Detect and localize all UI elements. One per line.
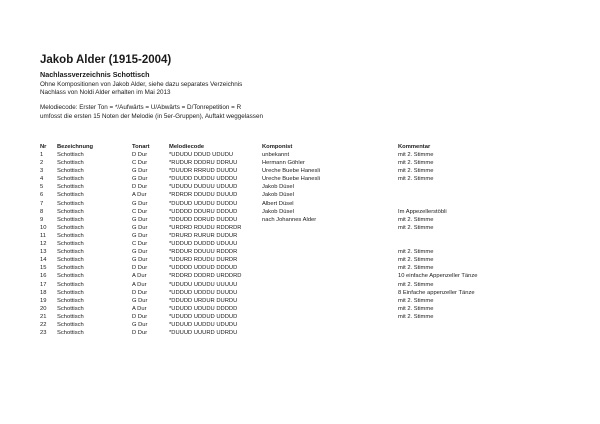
cell-tonart: A Dur — [132, 281, 147, 288]
table-row — [0, 273, 600, 281]
cell-melodiecode: *DUUDR RRRUD DUUDU — [169, 168, 238, 175]
table-row — [0, 322, 600, 330]
cell-bezeichnung: Schottisch — [57, 241, 84, 248]
table-row — [0, 257, 600, 265]
cell-nr: 5 — [40, 184, 44, 191]
cell-komponist: Jakob Düsel — [262, 192, 294, 199]
cell-bezeichnung: Schottisch — [57, 176, 84, 183]
cell-nr: 19 — [40, 297, 47, 304]
cell-nr: 10 — [40, 224, 47, 231]
table-row — [0, 306, 600, 314]
cell-melodiecode: *UDDDD UDDUD DDDUD — [169, 265, 238, 272]
cell-bezeichnung: Schottisch — [57, 265, 84, 272]
cell-nr: 11 — [40, 232, 47, 239]
cell-nr: 13 — [40, 249, 47, 256]
cell-nr: 3 — [40, 168, 44, 175]
cell-melodiecode: *UDUDU UDUDU UUUUU — [169, 281, 238, 288]
header-nr: Nr — [40, 144, 47, 150]
cell-kommentar: mit 2. Stimme — [398, 305, 434, 312]
cell-komponist: Jakob Düsel — [262, 184, 294, 191]
cell-tonart: A Dur — [132, 273, 147, 280]
cell-tonart: D Dur — [132, 313, 148, 320]
cell-melodiecode: *DUDUD UDUDU DUDDU — [169, 200, 238, 207]
cell-kommentar: mit 2. Stimme — [398, 216, 434, 223]
note-scope: umfosst die ersten 15 Noten der Melodie (in 5er-Gruppen), Auftakt weggelassen — [40, 113, 263, 120]
table-row — [0, 265, 600, 273]
cell-nr: 16 — [40, 273, 47, 280]
cell-komponist: Jakob Düsel — [262, 208, 294, 215]
cell-bezeichnung: Schottisch — [57, 224, 84, 231]
table-row — [0, 290, 600, 298]
cell-tonart: A Dur — [132, 305, 147, 312]
cell-nr: 6 — [40, 192, 44, 199]
table-row — [0, 217, 600, 225]
cell-tonart: D Dur — [132, 184, 148, 191]
cell-bezeichnung: Schottisch — [57, 273, 84, 280]
cell-kommentar: mit 2. Stimme — [398, 281, 434, 288]
note-source: Nachlass von Noldi Alder erhalten im Mai 2013 — [40, 89, 171, 96]
cell-melodiecode: *URDRD RDUDU RDDRDR — [169, 224, 242, 231]
cell-tonart: C Dur — [132, 208, 148, 215]
cell-tonart: G Dur — [132, 168, 148, 175]
header-bezeichnung: Bezeichnung — [57, 144, 94, 150]
cell-tonart: G Dur — [132, 176, 148, 183]
cell-melodiecode: *DDUDD URDUR DURDU — [169, 297, 238, 304]
cell-kommentar: mit 2. Stimme — [398, 265, 434, 272]
cell-nr: 17 — [40, 281, 47, 288]
cell-bezeichnung: Schottisch — [57, 297, 84, 304]
table-row — [0, 233, 600, 241]
cell-melodiecode: *RDRDR DDUDU DUUUD — [169, 192, 238, 199]
cell-bezeichnung: Schottisch — [57, 160, 84, 167]
cell-tonart: D Dur — [132, 152, 148, 158]
cell-bezeichnung: Schottisch — [57, 200, 84, 207]
cell-tonart: G Dur — [132, 232, 148, 239]
cell-nr: 18 — [40, 289, 47, 296]
cell-komponist: Albert Düsel — [262, 200, 294, 207]
table-row — [0, 209, 600, 217]
header-tonart: Tonart — [132, 144, 150, 150]
table-row — [0, 241, 600, 249]
note-compositions: Ohne Kompositionen von Jakob Alder, siehe dazu separates Verzeichnis — [40, 81, 243, 88]
cell-melodiecode: *UDUDD UDUDU DDDDD — [169, 305, 238, 312]
table-row — [0, 192, 600, 200]
document-subtitle: Nachlassverzeichnis Schottisch — [40, 70, 150, 79]
cell-tonart: G Dur — [132, 257, 148, 264]
cell-nr: 8 — [40, 208, 44, 215]
cell-nr: 9 — [40, 216, 44, 223]
cell-bezeichnung: Schottisch — [57, 330, 84, 337]
cell-kommentar: mit 2. Stimme — [398, 168, 434, 175]
table-row — [0, 330, 600, 338]
cell-komponist: Hermann Göhler — [262, 160, 305, 167]
cell-kommentar: 10 einfache Appenzeller Tänze — [398, 273, 478, 280]
cell-melodiecode: *UDDDD DDURU DDDUD — [169, 208, 238, 215]
table-row — [0, 201, 600, 209]
cell-tonart: G Dur — [132, 297, 148, 304]
cell-nr: 15 — [40, 265, 47, 272]
cell-tonart: D Dur — [132, 289, 148, 296]
cell-kommentar: mit 2. Stimme — [398, 257, 434, 264]
table-row — [0, 184, 600, 192]
cell-bezeichnung: Schottisch — [57, 208, 84, 215]
cell-kommentar: mit 2. Stimme — [398, 224, 434, 231]
cell-kommentar: mit 2. Stimme — [398, 176, 434, 183]
cell-nr: 20 — [40, 305, 47, 312]
cell-kommentar: 8 Einfache appenzeller Tänze — [398, 289, 475, 296]
cell-melodiecode: *RDDRD DDDRD URDDRD — [169, 273, 242, 280]
cell-melodiecode: *DDUDD DDRUD DUDDU — [169, 216, 238, 223]
header-komponist: Komponist — [262, 144, 293, 150]
table-row — [0, 168, 600, 176]
cell-tonart: G Dur — [132, 249, 148, 256]
cell-bezeichnung: Schottisch — [57, 321, 84, 328]
cell-tonart: C Dur — [132, 241, 148, 248]
cell-tonart: C Dur — [132, 160, 148, 167]
cell-kommentar: Im Appezellerstöbli — [398, 208, 447, 215]
table-row — [0, 249, 600, 257]
table-row — [0, 225, 600, 233]
cell-nr: 12 — [40, 241, 47, 248]
cell-melodiecode: *UDURD RDUDU DURDR — [169, 257, 238, 264]
cell-bezeichnung: Schottisch — [57, 289, 84, 296]
cell-komponist: unbekannt — [262, 152, 290, 158]
cell-melodiecode: *UDUUD UUDDU UDUDU — [169, 321, 238, 328]
cell-nr: 2 — [40, 160, 44, 167]
cell-bezeichnung: Schottisch — [57, 216, 84, 223]
table-row — [0, 176, 600, 184]
cell-bezeichnung: Schottisch — [57, 168, 84, 175]
cell-bezeichnung: Schottisch — [57, 184, 84, 191]
cell-melodiecode: *DUUUD UUURD UDRDU — [169, 330, 238, 337]
cell-tonart: G Dur — [132, 224, 148, 231]
cell-komponist: Ureche Buebe Hanesli — [262, 168, 321, 175]
cell-nr: 21 — [40, 313, 47, 320]
cell-melodiecode: *DUUDD DUDDU UDDDU — [169, 176, 238, 183]
cell-nr: 4 — [40, 176, 44, 183]
cell-nr: 14 — [40, 257, 47, 264]
cell-tonart: A Dur — [132, 192, 147, 199]
cell-tonart: D Dur — [132, 330, 148, 337]
cell-bezeichnung: Schottisch — [57, 192, 84, 199]
cell-bezeichnung: Schottisch — [57, 232, 84, 239]
cell-komponist: nach Johannes Alder — [262, 216, 317, 223]
table-row — [0, 152, 600, 160]
cell-bezeichnung: Schottisch — [57, 152, 84, 158]
cell-kommentar: mit 2. Stimme — [398, 152, 434, 158]
cell-bezeichnung: Schottisch — [57, 257, 84, 264]
table-row — [0, 298, 600, 306]
note-melodiecode: Melodiecode: Erster Ton = */Aufwärts = U/Abwärts = D/Tonrepetition = R — [40, 104, 242, 111]
cell-tonart: G Dur — [132, 216, 148, 223]
cell-komponist: Ureche Buebe Hanesli — [262, 176, 321, 183]
cell-nr: 7 — [40, 200, 44, 207]
cell-kommentar: mit 2. Stimme — [398, 249, 434, 256]
cell-nr: 22 — [40, 321, 47, 328]
header-kommentar: Kommentar — [398, 144, 431, 150]
cell-nr: 23 — [40, 330, 47, 337]
document-title: Jakob Alder (1915-2004) — [40, 54, 172, 66]
cell-melodiecode: *UDUDU DDUD UDUDU — [169, 152, 234, 158]
cell-tonart: G Dur — [132, 200, 148, 207]
cell-bezeichnung: Schottisch — [57, 313, 84, 320]
cell-tonart: G Dur — [132, 321, 148, 328]
table-body — [0, 152, 600, 338]
table-row — [0, 314, 600, 322]
cell-bezeichnung: Schottisch — [57, 249, 84, 256]
cell-bezeichnung: Schottisch — [57, 281, 84, 288]
cell-kommentar: mit 2. Stimme — [398, 313, 434, 320]
cell-melodiecode: *UDUDD UDDUD UDDUD — [169, 313, 238, 320]
cell-melodiecode: *UDDUD UDDDU DUUDU — [169, 289, 238, 296]
cell-melodiecode: *UDUDU DUDUU UDUUD — [169, 184, 238, 191]
cell-melodiecode: *RDDUR DDUUU RDDDR — [169, 249, 238, 256]
cell-melodiecode: *DRURD RURUR DUDUR — [169, 232, 238, 239]
table-row — [0, 282, 600, 290]
header-melodiecode: Melodiecode — [169, 144, 205, 150]
cell-melodiecode: *UDDUD DUDDD UDUUU — [169, 241, 238, 248]
cell-kommentar: mit 2. Stimme — [398, 160, 434, 167]
cell-kommentar: mit 2. Stimme — [398, 297, 434, 304]
cell-tonart: D Dur — [132, 265, 148, 272]
table-row — [0, 160, 600, 168]
cell-bezeichnung: Schottisch — [57, 305, 84, 312]
cell-melodiecode: *RUDUR DDDRU DDRUU — [169, 160, 238, 167]
cell-nr: 1 — [40, 152, 44, 158]
